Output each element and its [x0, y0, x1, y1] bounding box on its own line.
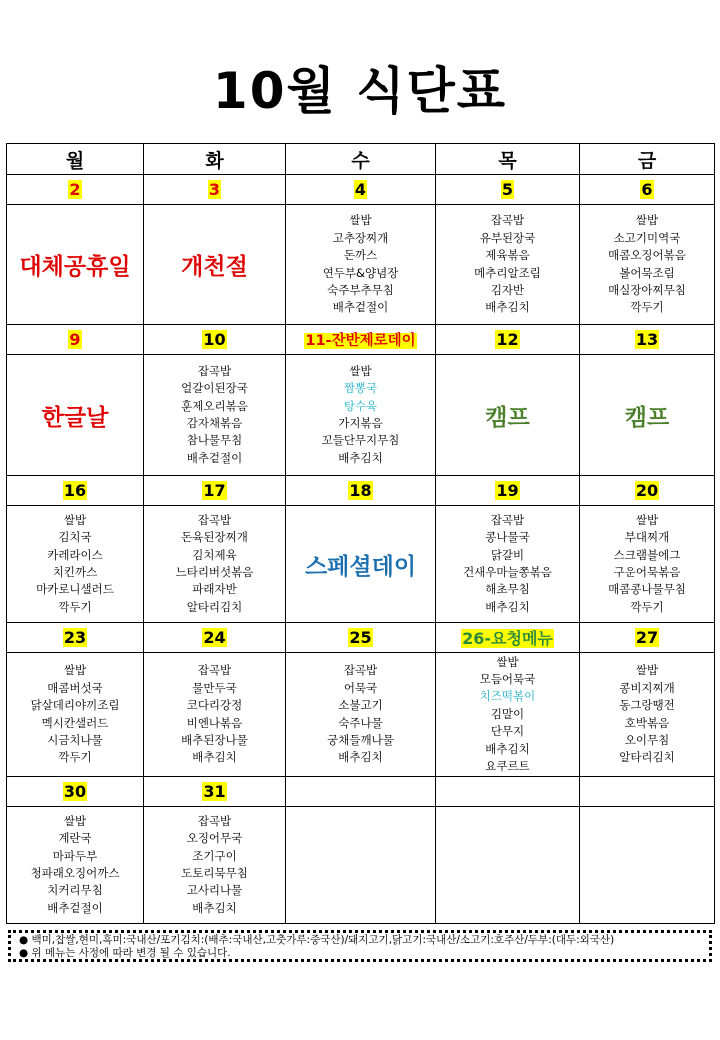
menu-item: 볼어묵조림	[619, 265, 675, 280]
menu-item: 쌀밥	[496, 654, 519, 669]
date-label: 20	[635, 481, 659, 500]
weekday-header-row	[7, 144, 715, 175]
menu-row	[7, 653, 715, 777]
menu-item: 쌀밥	[63, 813, 87, 828]
menu-item: 배추김치	[338, 750, 383, 765]
weekday-fri: 금	[580, 144, 715, 175]
menu-item: 감자채볶음	[186, 416, 243, 430]
menu-item: 부대찌개	[624, 530, 670, 545]
menu-cell	[144, 506, 286, 623]
menu-item: 해초무침	[485, 582, 530, 597]
menu-item: 느타리버섯볶음	[175, 565, 254, 579]
menu-item: 쌀밥	[635, 663, 659, 678]
menu-item: 매콤콩나물무침	[608, 582, 686, 597]
menu-row	[7, 506, 715, 623]
menu-item: 깍두기	[58, 599, 92, 614]
menu-cell	[286, 355, 436, 476]
menu-cell	[286, 653, 436, 777]
date-label: 9	[69, 330, 81, 349]
holiday-label: 개천절	[181, 254, 248, 280]
menu-table	[6, 143, 715, 924]
date-label: 10	[203, 330, 226, 349]
menu-item: 알타리김치	[619, 750, 675, 765]
menu-item: 배추김치	[192, 900, 237, 915]
menu-item: 계란국	[58, 831, 92, 846]
menu-cell	[436, 807, 580, 924]
menu-item: 건새우마늘쫑볶음	[463, 565, 552, 579]
menu-item: 고사리나물	[186, 883, 243, 898]
menu-item: 매콤오징어볶음	[608, 248, 686, 263]
menu-cell	[144, 205, 286, 325]
menu-item: 김치제육	[192, 547, 237, 562]
menu-cell	[286, 807, 436, 924]
menu-item: 배추겉절이	[47, 900, 103, 915]
weekday-thu: 목	[436, 144, 580, 175]
menu-item: 시금치나물	[47, 732, 103, 747]
menu-item: 매실장아찌무침	[608, 282, 686, 297]
date-label: 31	[203, 782, 226, 801]
menu-item: 숙주나물	[338, 715, 383, 730]
menu-item: 쌀밥	[635, 512, 659, 527]
menu-item: 치킨까스	[52, 565, 98, 579]
menu-cell	[580, 807, 715, 924]
menu-row	[7, 807, 715, 924]
menu-cell	[7, 653, 144, 777]
date-row	[7, 476, 715, 506]
menu-item: 연두부&양념장	[322, 265, 399, 280]
menu-item: 스크램블에그	[613, 547, 681, 562]
date-label: 19	[496, 481, 519, 500]
date-row	[7, 623, 715, 653]
menu-item: 제육볶음	[485, 248, 530, 263]
menu-item: 쌀밥	[349, 213, 372, 228]
menu-cell	[580, 355, 715, 476]
menu-item: 호박볶음	[624, 715, 670, 730]
menu-item: 잡곡밥	[490, 213, 525, 228]
date-label: 3	[208, 180, 221, 199]
menu-item: 김치국	[58, 530, 92, 545]
camp-label: 캠프	[624, 404, 670, 431]
menu-cell	[580, 506, 715, 623]
menu-item: 모듬어묵국	[479, 671, 536, 686]
menu-item: 김자반	[490, 282, 525, 297]
camp-label: 캠프	[485, 404, 530, 431]
menu-cell	[580, 653, 715, 777]
date-label: 6	[641, 180, 653, 199]
menu-item: 메추리알조림	[474, 265, 541, 280]
menu-cell	[7, 807, 144, 924]
menu-item: 알타리김치	[186, 599, 243, 614]
menu-item: 치커리무침	[47, 883, 103, 898]
menu-item: 숙주부추무침	[327, 282, 394, 297]
menu-item: 배추된장나물	[181, 732, 248, 747]
menu-item: 동그랑땡전	[619, 698, 675, 713]
menu-item: 물만두국	[192, 680, 237, 695]
menu-item: 잡곡밥	[197, 813, 232, 828]
menu-item: 콩비지찌개	[619, 680, 675, 695]
menu-item: 치즈떡볶이	[479, 689, 536, 704]
holiday-label: 한글날	[41, 404, 109, 431]
origin-note-line: ● 백미,찹쌀,현미,흑미:국내산/포기김치:(배추:국내산,고춧가루:중국산)/돼지고기,닭고기:국내산/소고기:호주산/두부:(대두:외국산)	[19, 934, 615, 946]
menu-item: 잡곡밥	[197, 363, 232, 378]
menu-item: 돈까스	[343, 248, 378, 263]
menu-item: 쌀밥	[63, 663, 87, 678]
menu-cell	[286, 506, 436, 623]
menu-item: 배추김치	[485, 300, 530, 315]
menu-item: 소고기미역국	[613, 230, 681, 245]
date-label: 25	[349, 628, 372, 647]
menu-item: 깍두기	[58, 750, 92, 765]
menu-row	[7, 205, 715, 325]
date-label: 13	[635, 330, 659, 349]
menu-item: 오징어무국	[186, 831, 243, 846]
date-row	[7, 325, 715, 355]
menu-item: 얼갈이된장국	[181, 381, 248, 396]
menu-item: 탕수육	[343, 398, 378, 413]
menu-item: 유부된장국	[479, 230, 536, 245]
date-label: 11-잔반제로데이	[305, 333, 416, 349]
menu-cell	[436, 653, 580, 777]
menu-item: 가지볶음	[338, 416, 383, 430]
menu-item: 배추겉절이	[186, 450, 243, 465]
menu-cell	[436, 506, 580, 623]
menu-item: 잡곡밥	[490, 512, 525, 527]
menu-item: 배추겉절이	[332, 300, 389, 315]
menu-item: 깍두기	[630, 599, 664, 614]
menu-item: 배추김치	[192, 750, 237, 765]
menu-item: 궁채들깨나물	[327, 732, 394, 747]
menu-item: 꼬들단무지무침	[321, 433, 400, 448]
menu-item: 닭갈비	[490, 547, 525, 562]
date-label: 26-요청메뉴	[462, 629, 553, 648]
menu-item: 배추김치	[485, 741, 530, 756]
date-label: 12	[496, 330, 519, 349]
menu-item: 깍두기	[630, 300, 664, 315]
menu-item: 매콤버섯국	[47, 680, 103, 695]
menu-cell	[144, 653, 286, 777]
menu-item: 청파래오징어까스	[30, 866, 120, 880]
menu-item: 배추김치	[338, 450, 383, 465]
menu-item: 카레라이스	[47, 547, 103, 562]
menu-item: 쌀밥	[635, 213, 659, 228]
date-row	[7, 175, 715, 205]
date-label: 16	[63, 481, 87, 500]
menu-item: 고추장찌개	[332, 230, 389, 245]
menu-item: 구운어묵볶음	[613, 565, 681, 579]
menu-item: 돈육된장찌개	[181, 530, 248, 545]
menu-item: 콩나물국	[485, 530, 530, 545]
menu-cell	[580, 205, 715, 325]
origin-notes	[8, 930, 712, 962]
menu-row	[7, 355, 715, 476]
menu-item: 단무지	[490, 724, 525, 739]
menu-cell	[7, 355, 144, 476]
menu-item: 훈제오리볶음	[181, 398, 248, 413]
special-day-label: 스페셜데이	[304, 553, 417, 580]
menu-item: 마카로니샐러드	[36, 582, 114, 597]
menu-item: 짬뽕국	[343, 381, 378, 396]
date-label: 30	[63, 782, 87, 801]
menu-item: 파래자반	[192, 582, 237, 597]
menu-cell	[144, 807, 286, 924]
menu-item: 소불고기	[338, 698, 383, 713]
menu-item: 조기구이	[192, 848, 237, 863]
menu-item: 코다리강정	[186, 698, 243, 713]
change-note-line: ● 위 메뉴는 사정에 따라 변경 될 수 있습니다.	[19, 947, 231, 959]
date-label: 5	[501, 180, 514, 199]
menu-cell	[7, 506, 144, 623]
menu-item: 멕시칸샐러드	[41, 715, 109, 730]
date-label: 23	[63, 628, 87, 647]
menu-cell	[436, 355, 580, 476]
menu-cell	[286, 205, 436, 325]
menu-item: 쌀밥	[349, 363, 372, 378]
menu-item: 도토리묵무침	[181, 866, 248, 880]
menu-item: 배추김치	[485, 599, 530, 614]
menu-item: 김말이	[490, 706, 525, 721]
weekday-tue: 화	[144, 144, 286, 175]
date-label: 17	[203, 481, 226, 500]
date-label: 2	[69, 180, 81, 199]
menu-item: 닭살데리야끼조림	[30, 698, 120, 713]
menu-item: 요쿠르트	[485, 759, 530, 774]
menu-item: 잡곡밥	[343, 663, 378, 678]
menu-item: 오이무침	[624, 732, 670, 747]
menu-item: 잡곡밥	[197, 512, 232, 527]
menu-item: 쌀밥	[63, 512, 87, 527]
menu-item: 잡곡밥	[197, 663, 232, 678]
date-label: 27	[635, 628, 659, 647]
weekday-mon: 월	[7, 144, 144, 175]
date-label: 4	[354, 180, 367, 199]
date-row	[7, 777, 715, 807]
page-title: 10월 식단표	[212, 62, 508, 120]
date-label: 18	[349, 481, 372, 500]
weekday-wed: 수	[286, 144, 436, 175]
holiday-label: 대체공휴일	[19, 254, 131, 280]
menu-cell	[7, 205, 144, 325]
date-label: 24	[203, 628, 226, 647]
menu-item: 어묵국	[343, 680, 378, 695]
menu-cell	[144, 355, 286, 476]
menu-item: 비엔나볶음	[186, 715, 243, 730]
menu-item: 마파두부	[52, 848, 98, 863]
menu-item: 참나물무침	[186, 433, 243, 448]
menu-cell	[436, 205, 580, 325]
